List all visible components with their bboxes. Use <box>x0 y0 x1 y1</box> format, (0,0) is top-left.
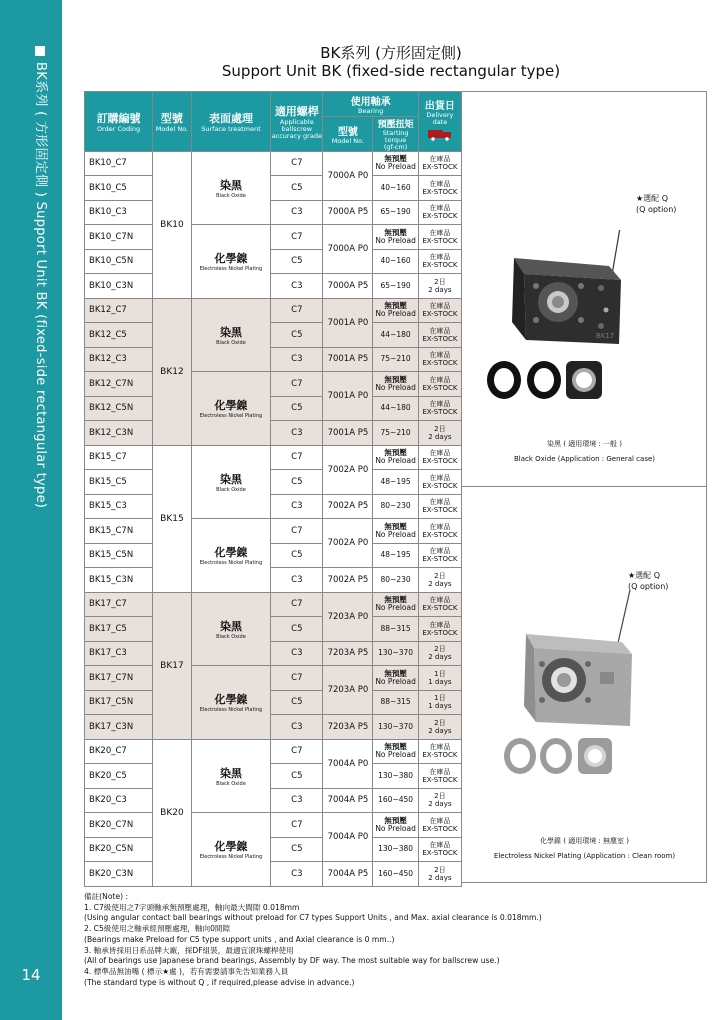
preload-cell: 無預壓 No Preload <box>373 666 418 691</box>
preload-cell: 88~315 <box>373 617 418 642</box>
preload-cell: 無預壓 No Preload <box>373 592 418 617</box>
delivery-cell: 在庫品 EX-STOCK <box>418 225 461 250</box>
notes <box>84 892 704 988</box>
delivery-cell: 2日 2 days <box>418 862 461 887</box>
bearing-model-cell: 7002A P0 <box>323 445 373 494</box>
table-row <box>85 788 462 813</box>
grade-cell: C5 <box>271 396 323 421</box>
preload-cell: 44~180 <box>373 396 418 421</box>
grade-cell: C7 <box>271 445 323 470</box>
preload-cell: 160~450 <box>373 788 418 813</box>
order-code-cell: BK17_C5N <box>85 690 153 715</box>
grade-cell: C5 <box>271 543 323 568</box>
grade-cell: C5 <box>271 764 323 789</box>
table-row <box>85 249 462 274</box>
preload-cell: 48~195 <box>373 543 418 568</box>
surface-treatment-cell: 化學鎳 Electroless Nickel Plating <box>191 372 270 446</box>
note-line: 3. 軸承皆採用日系品牌大廠，採DF組裝，最適宜滾珠螺桿使用 <box>84 945 294 955</box>
bearing-model-cell: 7004A P5 <box>323 788 373 813</box>
header-bearing-model: 型號 Model No. <box>323 116 373 151</box>
header-model: 型號 Model No. <box>153 92 192 152</box>
header-grade: 適用螺桿 Applicable ballscrew accuracy grade <box>271 92 323 152</box>
header-surface: 表面處理 Surface treatment <box>191 92 270 152</box>
preload-cell: 48~195 <box>373 470 418 495</box>
bearing-model-cell: 7203A P0 <box>323 592 373 641</box>
bearing-model-cell: 7203A P5 <box>323 715 373 740</box>
table-row <box>85 862 462 887</box>
table-row <box>85 641 462 666</box>
preload-cell: 130~370 <box>373 715 418 740</box>
bearing-model-cell: 7004A P0 <box>323 813 373 862</box>
note-line: 備註(Note) : <box>84 892 129 901</box>
grade-cell: C7 <box>271 813 323 838</box>
page-title-zh: BK系列 (方形固定側) <box>320 44 462 62</box>
delivery-cell: 在庫品 EX-STOCK <box>418 617 461 642</box>
table-row <box>85 690 462 715</box>
panel-divider <box>462 486 707 487</box>
surface-treatment-cell: 染黑 Black Oxide <box>191 151 270 225</box>
black-oxide-support-unit-image <box>484 230 634 410</box>
bearing-model-cell: 7002A P5 <box>323 568 373 593</box>
order-code-cell: BK12_C7 <box>85 298 153 323</box>
table-row <box>85 421 462 446</box>
header-delivery: 出貨日 Delivery date <box>418 92 461 152</box>
order-code-cell: BK15_C5N <box>85 543 153 568</box>
bearing-model-cell: 7001A P5 <box>323 421 373 446</box>
preload-cell: 130~380 <box>373 837 418 862</box>
table-row <box>85 396 462 421</box>
table-row <box>85 837 462 862</box>
surface-treatment-cell: 化學鎳 Electroless Nickel Plating <box>191 813 270 887</box>
table-row <box>85 176 462 201</box>
option-note-bottom: ★選配 Q (Q option) <box>628 571 669 591</box>
order-code-cell: BK20_C7N <box>85 813 153 838</box>
order-code-cell: BK10_C5N <box>85 249 153 274</box>
delivery-cell: 在庫品 EX-STOCK <box>418 592 461 617</box>
order-code-cell: BK17_C3 <box>85 641 153 666</box>
grade-cell: C7 <box>271 592 323 617</box>
order-code-cell: BK15_C5 <box>85 470 153 495</box>
option-note-top: ★選配 Q (Q option) <box>636 194 677 214</box>
preload-cell: 無預壓 No Preload <box>373 298 418 323</box>
table-row <box>85 372 462 397</box>
delivery-cell: 在庫品 EX-STOCK <box>418 176 461 201</box>
note-line: (Bearings make Preload for C5 type support units , and Axial clearance is 0 mm..) <box>84 934 395 944</box>
table-row <box>85 323 462 348</box>
surface-treatment-cell: 染黑 Black Oxide <box>191 739 270 813</box>
table-row <box>85 764 462 789</box>
preload-cell: 65~190 <box>373 200 418 225</box>
header-order-code: 訂購編號 Order Coding <box>85 92 153 152</box>
truck-icon <box>427 129 453 141</box>
side-label: BK系列 ( 方形固定側 ) Support Unit BK (fixed-side rectangular type) <box>33 46 52 508</box>
caption-black-en: Black Oxide (Application : General case) <box>513 455 656 463</box>
note-line: 4. 標準品無油嘴 ( 標示★處 )，若有需要請事先告知業務人員 <box>84 966 289 976</box>
table-row <box>85 445 462 470</box>
order-code-cell: BK15_C7 <box>85 445 153 470</box>
preload-cell: 44~180 <box>373 323 418 348</box>
order-code-cell: BK12_C3 <box>85 347 153 372</box>
grade-cell: C5 <box>271 617 323 642</box>
grade-cell: C5 <box>271 176 323 201</box>
grade-cell: C5 <box>271 690 323 715</box>
table-row <box>85 298 462 323</box>
grade-cell: C3 <box>271 494 323 519</box>
preload-cell: 80~230 <box>373 494 418 519</box>
preload-cell: 40~160 <box>373 176 418 201</box>
grade-cell: C3 <box>271 788 323 813</box>
preload-cell: 80~230 <box>373 568 418 593</box>
table-row <box>85 715 462 740</box>
order-code-cell: BK17_C3N <box>85 715 153 740</box>
delivery-cell: 2日 2 days <box>418 788 461 813</box>
delivery-cell: 在庫品 EX-STOCK <box>418 837 461 862</box>
bearing-model-cell: 7000A P5 <box>323 274 373 299</box>
order-code-cell: BK20_C5N <box>85 837 153 862</box>
table-row <box>85 470 462 495</box>
grade-cell: C3 <box>271 568 323 593</box>
table-row <box>85 347 462 372</box>
bearing-model-cell: 7002A P5 <box>323 494 373 519</box>
grade-cell: C3 <box>271 641 323 666</box>
grade-cell: C7 <box>271 739 323 764</box>
model-cell: BK15 <box>153 445 192 592</box>
model-cell: BK10 <box>153 151 192 298</box>
note-line: (All of bearings use Japanese brand bearings, Assembly by DF way. The most suitable way for ballscrew use.) <box>84 956 500 966</box>
bearing-model-cell: 7001A P0 <box>323 372 373 421</box>
order-code-cell: BK15_C3N <box>85 568 153 593</box>
grade-cell: C7 <box>271 298 323 323</box>
delivery-cell: 在庫品 EX-STOCK <box>418 323 461 348</box>
bearing-model-cell: 7002A P0 <box>323 519 373 568</box>
table-row <box>85 592 462 617</box>
spec-table <box>84 91 462 887</box>
preload-cell: 65~190 <box>373 274 418 299</box>
grade-cell: C3 <box>271 862 323 887</box>
order-code-cell: BK10_C7 <box>85 151 153 176</box>
order-code-cell: BK17_C7 <box>85 592 153 617</box>
note-line: (Using angular contact ball bearings without preload for C7 types Support Units , and Max. axial clearance is 0.018mm.) <box>84 913 542 923</box>
delivery-cell: 2日 2 days <box>418 715 461 740</box>
note-line: 1. C7級使用之7字頭軸承無預壓處理，軸向最大間隙 0.018mm <box>84 902 300 912</box>
delivery-cell: 2日 2 days <box>418 641 461 666</box>
order-code-cell: BK10_C7N <box>85 225 153 250</box>
preload-cell: 75~210 <box>373 347 418 372</box>
grade-cell: C3 <box>271 347 323 372</box>
delivery-cell: 2日 2 days <box>418 274 461 299</box>
grade-cell: C5 <box>271 470 323 495</box>
model-cell: BK17 <box>153 592 192 739</box>
delivery-cell: 在庫品 EX-STOCK <box>418 739 461 764</box>
bearing-model-cell: 7001A P5 <box>323 347 373 372</box>
bearing-model-cell: 7203A P5 <box>323 641 373 666</box>
grade-cell: C7 <box>271 519 323 544</box>
model-cell: BK12 <box>153 298 192 445</box>
surface-treatment-cell: 染黑 Black Oxide <box>191 592 270 666</box>
order-code-cell: BK20_C7 <box>85 739 153 764</box>
caption-nickel-en: Electroless Nickel Plating (Application : Clean room) <box>493 852 676 860</box>
page-title-en: Support Unit BK (fixed-side rectangular type) <box>221 62 561 80</box>
table-row <box>85 666 462 691</box>
preload-cell: 40~160 <box>373 249 418 274</box>
preload-cell: 無預壓 No Preload <box>373 519 418 544</box>
grade-cell: C7 <box>271 666 323 691</box>
order-code-cell: BK12_C5N <box>85 396 153 421</box>
preload-cell: 無預壓 No Preload <box>373 813 418 838</box>
table-row <box>85 151 462 176</box>
delivery-cell: 1日 1 days <box>418 690 461 715</box>
delivery-cell: 在庫品 EX-STOCK <box>418 445 461 470</box>
delivery-cell: 在庫品 EX-STOCK <box>418 372 461 397</box>
caption-black-zh: 染黑 ( 適用環境 : 一般 ) <box>547 440 622 448</box>
delivery-cell: 在庫品 EX-STOCK <box>418 200 461 225</box>
bearing-model-cell: 7000A P0 <box>323 225 373 274</box>
grade-cell: C5 <box>271 323 323 348</box>
note-line: (The standard type is without Q , if required,please advise in advance.) <box>84 977 355 987</box>
preload-cell: 無預壓 No Preload <box>373 445 418 470</box>
table-row <box>85 200 462 225</box>
bearing-model-cell: 7203A P0 <box>323 666 373 715</box>
grade-cell: C3 <box>271 200 323 225</box>
note-line: 2. C5級使用之軸承經預壓處理，軸向0間隙 <box>84 924 231 934</box>
delivery-cell: 在庫品 EX-STOCK <box>418 249 461 274</box>
delivery-cell: 在庫品 EX-STOCK <box>418 470 461 495</box>
grade-cell: C7 <box>271 225 323 250</box>
header-preload: 預壓扭矩 Starting torque (gf-cm) <box>373 116 418 151</box>
grade-cell: C5 <box>271 837 323 862</box>
order-code-cell: BK10_C3N <box>85 274 153 299</box>
preload-cell: 130~370 <box>373 641 418 666</box>
table-row <box>85 813 462 838</box>
surface-treatment-cell: 染黑 Black Oxide <box>191 445 270 519</box>
page-number: 14 <box>21 966 41 984</box>
table-row <box>85 739 462 764</box>
table-row <box>85 519 462 544</box>
table-row <box>85 617 462 642</box>
model-cell: BK20 <box>153 739 192 886</box>
preload-cell: 160~450 <box>373 862 418 887</box>
delivery-cell: 在庫品 EX-STOCK <box>418 298 461 323</box>
order-code-cell: BK10_C5 <box>85 176 153 201</box>
delivery-cell: 在庫品 EX-STOCK <box>418 764 461 789</box>
bearing-model-cell: 7001A P0 <box>323 298 373 347</box>
electroless-nickel-support-unit-image <box>500 590 640 780</box>
delivery-cell: 2日 2 days <box>418 421 461 446</box>
order-code-cell: BK12_C5 <box>85 323 153 348</box>
sidebar-band <box>0 0 62 1020</box>
grade-cell: C5 <box>271 249 323 274</box>
preload-cell: 75~210 <box>373 421 418 446</box>
preload-cell: 88~315 <box>373 690 418 715</box>
bearing-model-cell: 7000A P0 <box>323 151 373 200</box>
delivery-cell: 在庫品 EX-STOCK <box>418 519 461 544</box>
grade-cell: C7 <box>271 151 323 176</box>
table-row <box>85 225 462 250</box>
order-code-cell: BK15_C7N <box>85 519 153 544</box>
order-code-cell: BK17_C7N <box>85 666 153 691</box>
delivery-cell: 在庫品 EX-STOCK <box>418 494 461 519</box>
order-code-cell: BK20_C5 <box>85 764 153 789</box>
svg-text:BK17: BK17 <box>596 332 615 340</box>
grade-cell: C3 <box>271 421 323 446</box>
order-code-cell: BK20_C3N <box>85 862 153 887</box>
order-code-cell: BK17_C5 <box>85 617 153 642</box>
order-code-cell: BK12_C3N <box>85 421 153 446</box>
surface-treatment-cell: 化學鎳 Electroless Nickel Plating <box>191 519 270 593</box>
delivery-cell: 1日 1 days <box>418 666 461 691</box>
grade-cell: C7 <box>271 372 323 397</box>
delivery-cell: 在庫品 EX-STOCK <box>418 347 461 372</box>
delivery-cell: 在庫品 EX-STOCK <box>418 813 461 838</box>
preload-cell: 無預壓 No Preload <box>373 225 418 250</box>
table-row <box>85 274 462 299</box>
preload-cell: 無預壓 No Preload <box>373 151 418 176</box>
surface-treatment-cell: 化學鎳 Electroless Nickel Plating <box>191 666 270 740</box>
bearing-model-cell: 7004A P5 <box>323 862 373 887</box>
table-row <box>85 543 462 568</box>
delivery-cell: 在庫品 EX-STOCK <box>418 543 461 568</box>
delivery-cell: 在庫品 EX-STOCK <box>418 151 461 176</box>
order-code-cell: BK20_C3 <box>85 788 153 813</box>
table-row <box>85 494 462 519</box>
surface-treatment-cell: 染黑 Black Oxide <box>191 298 270 372</box>
delivery-cell: 2日 2 days <box>418 568 461 593</box>
order-code-cell: BK12_C7N <box>85 372 153 397</box>
delivery-cell: 在庫品 EX-STOCK <box>418 396 461 421</box>
preload-cell: 無預壓 No Preload <box>373 372 418 397</box>
grade-cell: C3 <box>271 274 323 299</box>
order-code-cell: BK15_C3 <box>85 494 153 519</box>
preload-cell: 130~380 <box>373 764 418 789</box>
table-row <box>85 568 462 593</box>
order-code-cell: BK10_C3 <box>85 200 153 225</box>
caption-nickel-zh: 化學鎳 ( 適用環境 : 無塵室 ) <box>540 837 629 845</box>
bearing-model-cell: 7000A P5 <box>323 200 373 225</box>
surface-treatment-cell: 化學鎳 Electroless Nickel Plating <box>191 225 270 299</box>
grade-cell: C3 <box>271 715 323 740</box>
bearing-model-cell: 7004A P0 <box>323 739 373 788</box>
header-bearing: 使用軸承 Bearing <box>323 92 418 117</box>
preload-cell: 無預壓 No Preload <box>373 739 418 764</box>
